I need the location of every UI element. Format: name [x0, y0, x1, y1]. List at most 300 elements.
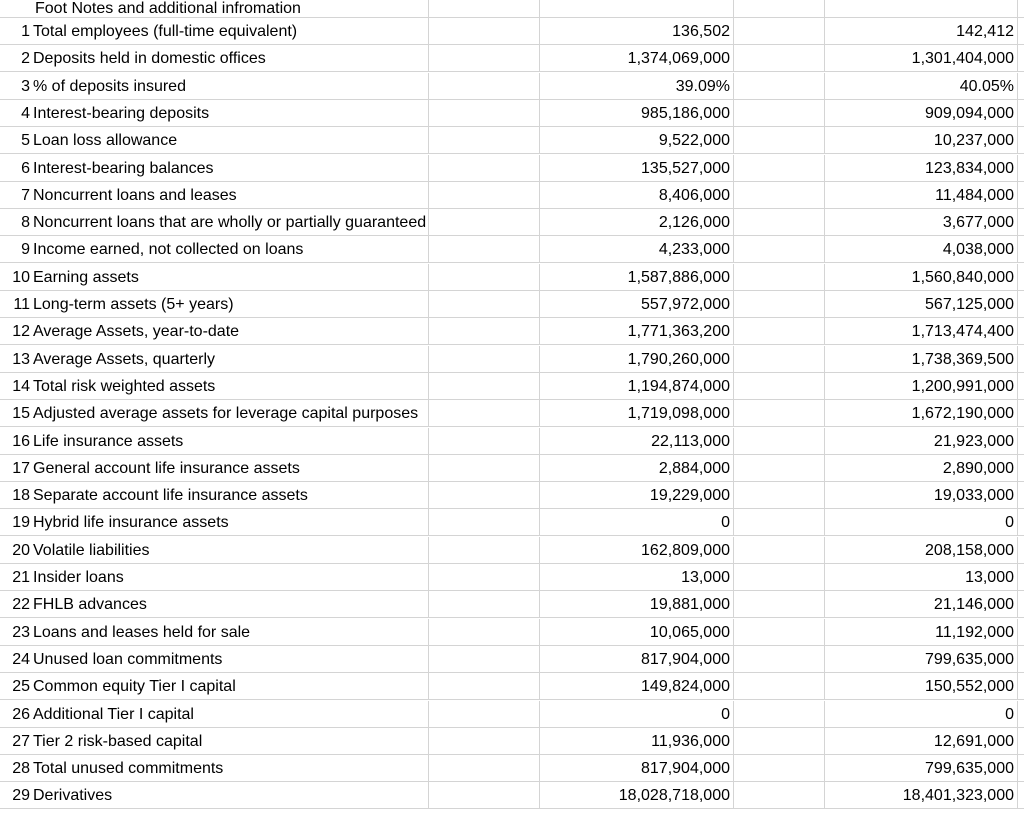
table-row: [0, 619, 1024, 646]
value-2: 18,401,323,000: [902, 787, 1014, 805]
row-number-cell[interactable]: [0, 591, 33, 618]
row-number: 7: [21, 186, 30, 204]
row-label: Deposits held in domestic offices: [33, 50, 266, 68]
empty-cell[interactable]: [1018, 18, 1024, 45]
empty-cell[interactable]: [734, 619, 825, 646]
row-number-cell[interactable]: [0, 537, 33, 564]
empty-cell[interactable]: [734, 591, 825, 618]
empty-cell[interactable]: [1018, 209, 1024, 236]
empty-cell[interactable]: [1018, 0, 1024, 18]
empty-cell[interactable]: [1018, 182, 1024, 209]
label-cell[interactable]: [33, 646, 429, 673]
value-1: 13,000: [681, 569, 730, 586]
value-2: 909,094,000: [925, 104, 1014, 122]
row-number-cell[interactable]: [0, 209, 33, 236]
empty-cell[interactable]: [1018, 428, 1024, 455]
row-label: Total employees (full-time equivalent): [33, 23, 298, 40]
value-cell-2[interactable]: [825, 564, 1018, 591]
row-number-cell[interactable]: [0, 264, 33, 291]
value-2: 1,738,369,500: [911, 350, 1014, 368]
value-cell-1[interactable]: [540, 400, 734, 427]
value-cell-1[interactable]: [540, 291, 734, 318]
value-cell-1[interactable]: [540, 728, 734, 755]
header-cell[interactable]: [33, 0, 429, 18]
empty-cell[interactable]: [734, 318, 825, 345]
table-row: [0, 236, 1024, 263]
row-number-cell[interactable]: [0, 564, 33, 591]
empty-cell[interactable]: [734, 701, 825, 728]
row-number: 14: [12, 377, 30, 395]
label-cell[interactable]: [33, 509, 429, 536]
empty-cell[interactable]: [734, 728, 825, 755]
label-cell[interactable]: [33, 373, 429, 400]
value-cell-1[interactable]: [540, 373, 734, 400]
label-cell[interactable]: [33, 537, 429, 564]
empty-cell[interactable]: [734, 373, 825, 400]
row-number-cell[interactable]: [0, 619, 33, 646]
value-2: 10,237,000: [933, 132, 1014, 150]
label-cell[interactable]: [33, 264, 429, 291]
value-1: 11,936,000: [651, 732, 730, 750]
row-label: Common equity Tier I capital: [33, 678, 236, 696]
value-2: 1,672,190,000: [911, 405, 1014, 423]
table-row: [0, 646, 1024, 673]
empty-cell[interactable]: [734, 782, 825, 809]
value-cell-1[interactable]: [540, 127, 734, 154]
value-cell-1[interactable]: [540, 346, 734, 373]
empty-cell[interactable]: [734, 209, 825, 236]
row-number: 4: [21, 104, 30, 122]
value-2: 11,484,000: [935, 186, 1014, 204]
empty-cell[interactable]: [429, 100, 540, 127]
empty-cell[interactable]: [734, 236, 825, 263]
value-1: 817,904,000: [641, 650, 730, 668]
value-1: 10,065,000: [649, 623, 730, 641]
empty-cell[interactable]: [734, 509, 825, 536]
label-cell[interactable]: [33, 182, 429, 209]
row-number-cell[interactable]: [0, 509, 33, 536]
table-row: [0, 482, 1024, 509]
value-cell-2[interactable]: [825, 209, 1018, 236]
empty-cell[interactable]: [1018, 619, 1024, 646]
row-number-cell[interactable]: [0, 400, 33, 427]
row-number-cell[interactable]: [0, 428, 33, 455]
empty-cell[interactable]: [1018, 73, 1024, 100]
empty-cell[interactable]: [429, 482, 540, 509]
row-number: 6: [21, 159, 30, 177]
table-row: [0, 782, 1024, 809]
empty-cell[interactable]: [1018, 728, 1024, 755]
label-cell[interactable]: [33, 782, 429, 809]
value-2: 1,200,991,000: [911, 377, 1014, 395]
value-cell-1[interactable]: [540, 537, 734, 564]
row-label: Interest-bearing balances: [33, 159, 214, 177]
row-number-cell[interactable]: [0, 728, 33, 755]
empty-cell[interactable]: [1018, 45, 1024, 72]
empty-cell[interactable]: [429, 728, 540, 755]
value-cell-2[interactable]: [825, 646, 1018, 673]
label-cell[interactable]: [33, 428, 429, 455]
empty-cell[interactable]: [734, 400, 825, 427]
row-number-cell[interactable]: [0, 291, 33, 318]
row-label: Total risk weighted assets: [33, 377, 216, 395]
value-cell-1[interactable]: [540, 482, 734, 509]
table-row: [0, 127, 1024, 154]
value-2: 208,158,000: [925, 541, 1014, 559]
value-2: 142,412: [956, 23, 1014, 40]
value-cell-2[interactable]: [825, 782, 1018, 809]
empty-cell[interactable]: [429, 701, 540, 728]
empty-cell[interactable]: [429, 182, 540, 209]
row-label: Separate account life insurance assets: [33, 487, 308, 505]
value-cell-1[interactable]: [540, 73, 734, 100]
label-cell[interactable]: [33, 73, 429, 100]
row-number: 9: [21, 241, 30, 259]
empty-cell[interactable]: [734, 291, 825, 318]
empty-cell[interactable]: [429, 782, 540, 809]
empty-cell[interactable]: [1018, 591, 1024, 618]
empty-cell[interactable]: [734, 482, 825, 509]
empty-cell[interactable]: [429, 373, 540, 400]
value-cell-2[interactable]: [825, 18, 1018, 45]
table-row: [0, 373, 1024, 400]
label-cell[interactable]: [33, 155, 429, 182]
label-cell[interactable]: [33, 455, 429, 482]
table-row: [0, 73, 1024, 100]
label-cell[interactable]: [33, 236, 429, 263]
value-cell-1[interactable]: [540, 318, 734, 345]
empty-cell[interactable]: [429, 318, 540, 345]
value-cell-2[interactable]: [825, 127, 1018, 154]
value-cell-2[interactable]: [825, 264, 1018, 291]
value-cell-1[interactable]: [540, 591, 734, 618]
value-1: 9,522,000: [658, 132, 730, 150]
value-cell-1[interactable]: [540, 646, 734, 673]
value-cell-2[interactable]: [825, 400, 1018, 427]
row-number-cell[interactable]: [0, 755, 33, 782]
empty-cell[interactable]: [429, 537, 540, 564]
row-label: Total unused commitments: [33, 760, 224, 778]
row-number: 3: [21, 77, 30, 95]
empty-cell[interactable]: [1018, 346, 1024, 373]
value-cell-2[interactable]: [825, 755, 1018, 782]
value-2: 1,560,840,000: [911, 268, 1014, 286]
empty-cell[interactable]: [429, 0, 540, 18]
row-number-cell[interactable]: [0, 782, 33, 809]
value-1: 19,881,000: [649, 596, 730, 614]
row-number: 21: [12, 569, 30, 586]
empty-cell[interactable]: [429, 619, 540, 646]
empty-cell[interactable]: [734, 182, 825, 209]
row-number-cell[interactable]: [0, 0, 33, 18]
label-cell[interactable]: [33, 18, 429, 45]
value-cell-2[interactable]: [825, 100, 1018, 127]
label-cell[interactable]: [33, 100, 429, 127]
row-number-cell[interactable]: [0, 127, 33, 154]
value-cell-2[interactable]: [825, 428, 1018, 455]
value-2: 1,713,474,400: [911, 323, 1014, 341]
value-cell-1[interactable]: [540, 782, 734, 809]
row-label: Loan loss allowance: [33, 132, 178, 150]
row-number-cell[interactable]: [0, 100, 33, 127]
value-1: 1,194,874,000: [627, 377, 730, 395]
value-cell-2[interactable]: [825, 291, 1018, 318]
empty-cell[interactable]: [429, 127, 540, 154]
row-number-cell[interactable]: [0, 455, 33, 482]
row-label: Average Assets, year-to-date: [33, 323, 240, 341]
empty-cell[interactable]: [1018, 673, 1024, 700]
value-1: 1,587,886,000: [627, 268, 730, 286]
row-label: Average Assets, quarterly: [33, 350, 216, 368]
value-cell-1[interactable]: [540, 18, 734, 45]
empty-cell[interactable]: [1018, 701, 1024, 728]
empty-cell[interactable]: [734, 455, 825, 482]
row-label: Income earned, not collected on loans: [33, 241, 304, 259]
label-cell[interactable]: [33, 619, 429, 646]
value-2: 0: [1005, 514, 1014, 532]
value-cell-2[interactable]: [825, 701, 1018, 728]
value-1: 557,972,000: [641, 296, 730, 313]
value-1: 817,904,000: [641, 760, 730, 778]
empty-cell[interactable]: [429, 45, 540, 72]
row-label: Noncurrent loans that are wholly or partially guaranteed: [33, 214, 427, 232]
empty-cell[interactable]: [734, 100, 825, 127]
value-cell-2[interactable]: [825, 509, 1018, 536]
empty-cell[interactable]: [429, 209, 540, 236]
table-row: [0, 45, 1024, 72]
value-cell-2[interactable]: [825, 455, 1018, 482]
value-1: 4,233,000: [658, 241, 730, 259]
value-cell-2[interactable]: [825, 619, 1018, 646]
empty-cell[interactable]: [734, 537, 825, 564]
value-cell-2[interactable]: [825, 673, 1018, 700]
table-row: [0, 564, 1024, 591]
empty-cell[interactable]: [1018, 646, 1024, 673]
row-number-cell[interactable]: [0, 646, 33, 673]
value-2: 21,146,000: [933, 596, 1014, 614]
empty-cell[interactable]: [825, 0, 1018, 18]
row-label: Insider loans: [33, 569, 124, 586]
empty-cell[interactable]: [429, 755, 540, 782]
value-cell-1[interactable]: [540, 509, 734, 536]
row-number-cell[interactable]: [0, 236, 33, 263]
value-1: 19,229,000: [649, 487, 730, 505]
label-cell[interactable]: [33, 127, 429, 154]
row-number: 26: [12, 705, 30, 723]
row-number-cell[interactable]: [0, 673, 33, 700]
row-number-cell[interactable]: [0, 18, 33, 45]
empty-cell[interactable]: [429, 73, 540, 100]
table-row: [0, 400, 1024, 427]
sheet-header-text: Foot Notes and additional infromation: [35, 0, 301, 17]
empty-cell[interactable]: [734, 755, 825, 782]
row-number-cell[interactable]: [0, 182, 33, 209]
empty-cell[interactable]: [1018, 155, 1024, 182]
table-row: [0, 701, 1024, 728]
row-number-cell[interactable]: [0, 482, 33, 509]
row-number: 12: [12, 323, 30, 341]
empty-cell[interactable]: [1018, 100, 1024, 127]
empty-cell[interactable]: [1018, 564, 1024, 591]
value-1: 1,771,363,200: [627, 323, 730, 341]
value-cell-2[interactable]: [825, 155, 1018, 182]
empty-cell[interactable]: [429, 346, 540, 373]
value-2: 40.05%: [959, 77, 1014, 95]
empty-cell[interactable]: [1018, 755, 1024, 782]
empty-cell[interactable]: [429, 264, 540, 291]
value-1: 39.09%: [675, 77, 730, 95]
table-row: [0, 264, 1024, 291]
empty-cell[interactable]: [1018, 236, 1024, 263]
table-row: [0, 591, 1024, 618]
value-2: 567,125,000: [925, 296, 1014, 313]
empty-cell[interactable]: [1018, 455, 1024, 482]
row-number-cell[interactable]: [0, 45, 33, 72]
value-2: 11,192,000: [935, 623, 1014, 641]
row-number: 29: [12, 787, 30, 805]
empty-cell[interactable]: [1018, 318, 1024, 345]
value-cell-1[interactable]: [540, 673, 734, 700]
value-cell-1[interactable]: [540, 455, 734, 482]
label-cell[interactable]: [33, 728, 429, 755]
row-number-cell[interactable]: [0, 701, 33, 728]
empty-cell[interactable]: [1018, 373, 1024, 400]
empty-cell[interactable]: [734, 564, 825, 591]
row-label: Volatile liabilities: [33, 541, 150, 559]
empty-cell[interactable]: [1018, 264, 1024, 291]
row-number-cell[interactable]: [0, 373, 33, 400]
row-number-cell[interactable]: [0, 346, 33, 373]
row-number: 1: [21, 23, 30, 40]
empty-cell[interactable]: [429, 18, 540, 45]
empty-cell[interactable]: [734, 18, 825, 45]
value-cell-2[interactable]: [825, 73, 1018, 100]
empty-cell[interactable]: [429, 291, 540, 318]
value-cell-2[interactable]: [825, 182, 1018, 209]
value-1: 0: [721, 705, 730, 723]
label-cell[interactable]: [33, 591, 429, 618]
value-2: 0: [1005, 705, 1014, 723]
value-cell-1[interactable]: [540, 428, 734, 455]
value-cell-1[interactable]: [540, 236, 734, 263]
value-1: 22,113,000: [651, 432, 730, 450]
row-number: 8: [21, 214, 30, 232]
empty-cell[interactable]: [734, 428, 825, 455]
row-label: Hybrid life insurance assets: [33, 514, 229, 532]
empty-cell[interactable]: [734, 264, 825, 291]
value-cell-2[interactable]: [825, 373, 1018, 400]
value-cell-2[interactable]: [825, 728, 1018, 755]
empty-cell[interactable]: [734, 0, 825, 18]
empty-cell[interactable]: [1018, 537, 1024, 564]
empty-cell[interactable]: [1018, 127, 1024, 154]
label-cell[interactable]: [33, 755, 429, 782]
empty-cell[interactable]: [429, 591, 540, 618]
empty-cell[interactable]: [734, 45, 825, 72]
empty-cell[interactable]: [1018, 782, 1024, 809]
empty-cell[interactable]: [429, 564, 540, 591]
empty-cell[interactable]: [429, 455, 540, 482]
empty-cell[interactable]: [1018, 482, 1024, 509]
empty-cell[interactable]: [734, 646, 825, 673]
row-label: Earning assets: [33, 268, 139, 286]
value-cell-1[interactable]: [540, 209, 734, 236]
empty-cell[interactable]: [540, 0, 734, 18]
value-cell-2[interactable]: [825, 236, 1018, 263]
empty-cell[interactable]: [734, 73, 825, 100]
label-cell[interactable]: [33, 291, 429, 318]
table-row: [0, 291, 1024, 318]
label-cell[interactable]: [33, 482, 429, 509]
value-cell-2[interactable]: [825, 537, 1018, 564]
empty-cell[interactable]: [429, 155, 540, 182]
empty-cell[interactable]: [429, 673, 540, 700]
row-number: 16: [12, 432, 30, 450]
label-cell[interactable]: [33, 209, 429, 236]
header-row: [0, 0, 1024, 18]
empty-cell[interactable]: [429, 236, 540, 263]
value-cell-1[interactable]: [540, 619, 734, 646]
label-cell[interactable]: [33, 673, 429, 700]
value-cell-1[interactable]: [540, 564, 734, 591]
empty-cell[interactable]: [429, 646, 540, 673]
row-label: % of deposits insured: [33, 77, 186, 95]
label-cell[interactable]: [33, 564, 429, 591]
empty-cell[interactable]: [429, 400, 540, 427]
empty-cell[interactable]: [734, 155, 825, 182]
value-cell-1[interactable]: [540, 264, 734, 291]
empty-cell[interactable]: [734, 127, 825, 154]
row-label: Interest-bearing deposits: [33, 104, 210, 122]
value-cell-1[interactable]: [540, 155, 734, 182]
label-cell[interactable]: [33, 346, 429, 373]
label-cell[interactable]: [33, 45, 429, 72]
label-cell[interactable]: [33, 400, 429, 427]
value-cell-2[interactable]: [825, 482, 1018, 509]
row-label: FHLB advances: [33, 596, 147, 614]
value-1: 2,884,000: [658, 459, 730, 477]
value-cell-1[interactable]: [540, 701, 734, 728]
value-2: 3,677,000: [942, 214, 1014, 232]
value-cell-1[interactable]: [540, 45, 734, 72]
value-1: 1,374,069,000: [627, 50, 730, 68]
row-number-cell[interactable]: [0, 155, 33, 182]
empty-cell[interactable]: [734, 673, 825, 700]
empty-cell[interactable]: [1018, 509, 1024, 536]
value-cell-1[interactable]: [540, 755, 734, 782]
value-cell-2[interactable]: [825, 591, 1018, 618]
value-cell-1[interactable]: [540, 182, 734, 209]
value-cell-1[interactable]: [540, 100, 734, 127]
empty-cell[interactable]: [429, 428, 540, 455]
empty-cell[interactable]: [1018, 291, 1024, 318]
row-number-cell[interactable]: [0, 73, 33, 100]
label-cell[interactable]: [33, 701, 429, 728]
value-1: 8,406,000: [658, 186, 730, 204]
value-2: 1,301,404,000: [911, 50, 1014, 68]
value-cell-2[interactable]: [825, 346, 1018, 373]
row-number: 24: [12, 650, 30, 668]
empty-cell[interactable]: [429, 509, 540, 536]
empty-cell[interactable]: [734, 346, 825, 373]
row-number-cell[interactable]: [0, 318, 33, 345]
empty-cell[interactable]: [1018, 400, 1024, 427]
label-cell[interactable]: [33, 318, 429, 345]
value-cell-2[interactable]: [825, 318, 1018, 345]
table-row: [0, 673, 1024, 700]
value-cell-2[interactable]: [825, 45, 1018, 72]
table-row: [0, 755, 1024, 782]
